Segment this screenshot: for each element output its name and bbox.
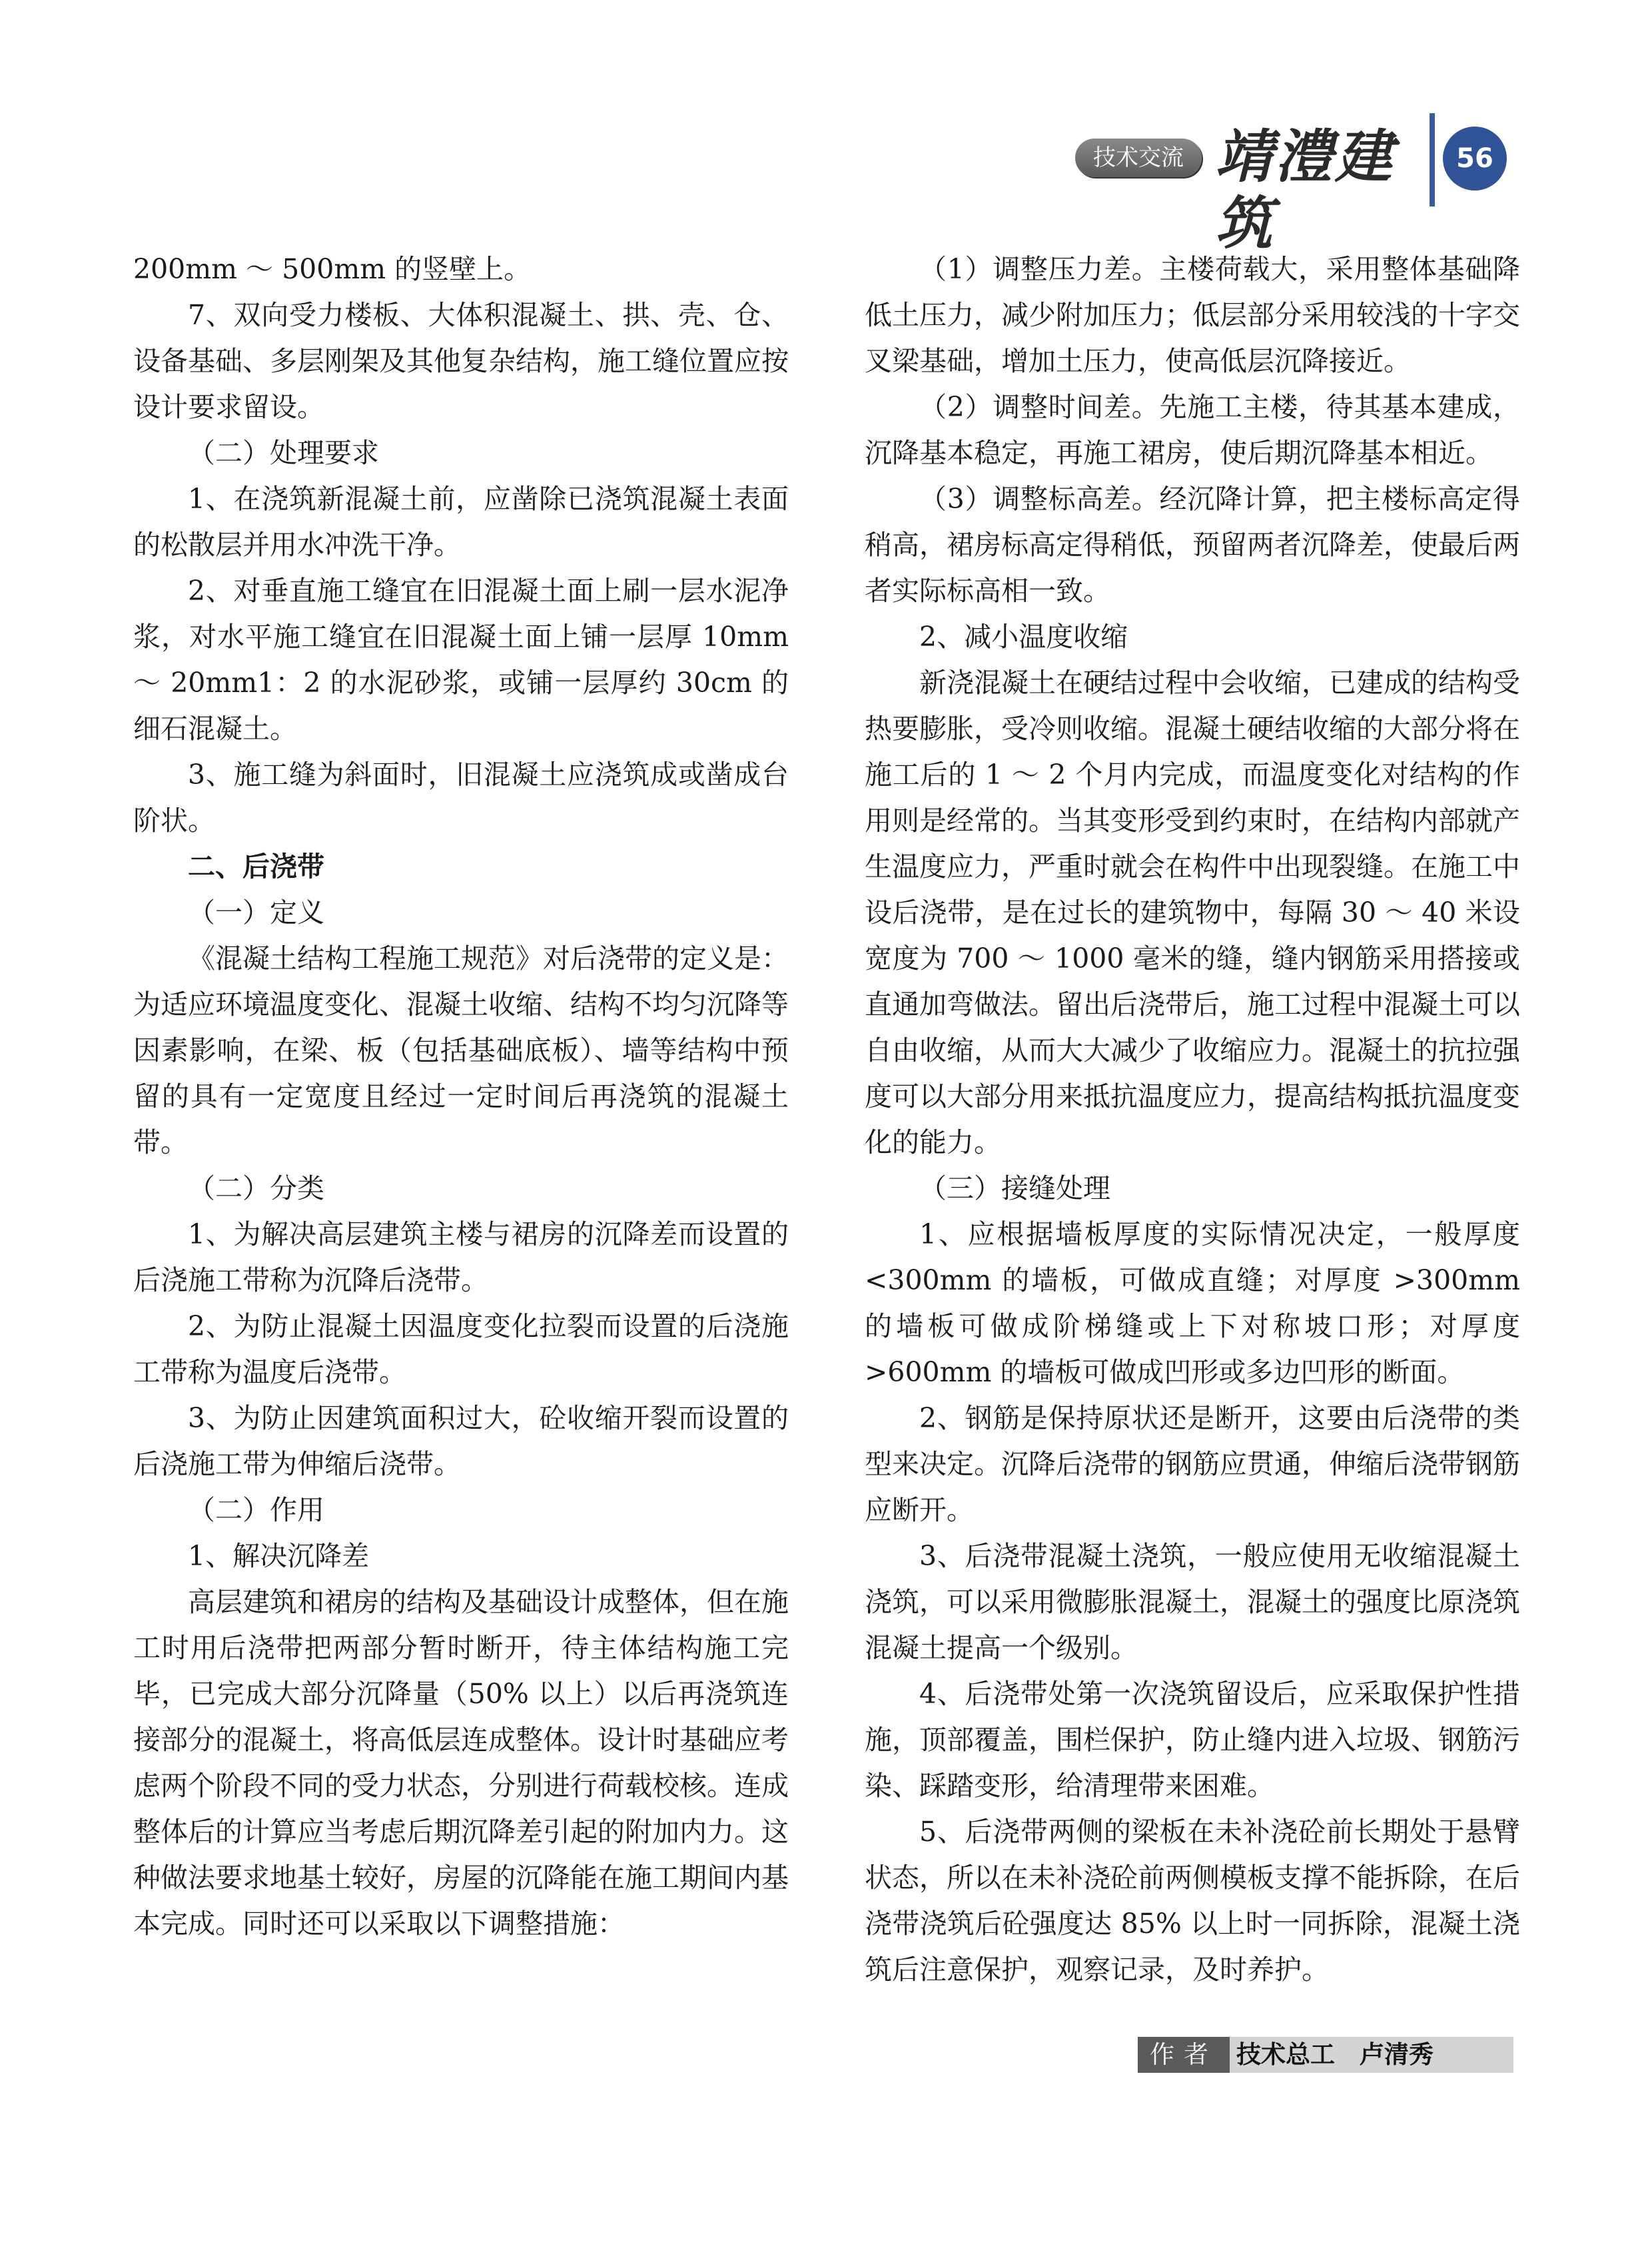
paragraph: 3、后浇带混凝土浇筑，一般应使用无收缩混凝土浇筑，可以采用微膨胀混凝土，混凝土的强度比原浇筑混凝土提高一个级别。 [865, 1540, 1520, 1664]
paragraph: 1、在浇筑新混凝土前，应凿除已浇筑混凝土表面的松散层并用水冲洗干净。 [133, 483, 789, 561]
page-header [1075, 123, 1493, 257]
author-bar [1138, 2037, 1513, 2073]
author-name: 技术总工 卢清秀 [1236, 2040, 1434, 2069]
paragraph: （三）接缝处理 [919, 1172, 1110, 1204]
paragraph: 7、双向受力楼板、大体积混凝土、拱、壳、仓、设备基础、多层刚架及其他复杂结构，施工缝位置应按设计要求留设。 [133, 299, 789, 423]
paragraph: 2、钢筋是保持原状还是断开，这要由后浇带的类型来决定。沉降后浇带的钢筋应贯通，伸缩后浇带钢筋应断开。 [865, 1402, 1520, 1526]
right-column [865, 246, 1520, 1993]
header-divider [1430, 113, 1435, 206]
paragraph: （一）定义 [188, 897, 324, 929]
paragraph: 1、解决沉降差 [188, 1540, 370, 1572]
paragraph: 3、为防止因建筑面积过大，砼收缩开裂而设置的后浇施工带为伸缩后浇带。 [133, 1402, 789, 1480]
paragraph: 1、为解决高层建筑主楼与裙房的沉降差而设置的后浇施工带称为沉降后浇带。 [133, 1218, 789, 1296]
paragraph: （3）调整标高差。经沉降计算，把主楼标高定得稍高，裙房标高定得稍低，预留两者沉降差，使最后两者实际标高相一致。 [865, 483, 1520, 607]
paragraph: 1、应根据墙板厚度的实际情况决定，一般厚度 <300mm 的墙板，可做成直缝；对厚度 >300mm 的墙板可做成阶梯缝或上下对称坡口形；对厚度 >600mm 的墙板可做成凹形或多边凹形的断面。 [865, 1218, 1520, 1388]
page-number: 56 [1443, 127, 1507, 190]
section-heading: 二、后浇带 [188, 851, 324, 883]
left-column [133, 246, 789, 1947]
paragraph: （二）处理要求 [188, 437, 379, 469]
paragraph: 新浇混凝土在硬结过程中会收缩，已建成的结构受热要膨胀，受冷则收缩。混凝土硬结收缩的大部分将在施工后的 1 ～ 2 个月内完成，而温度变化对结构的作用则是经常的。当其变形受到约束时，在结构内部就产生温度应力，严重时就会在构件中出现裂缝。在施工中设后浇带，是在过长的建筑物中，每隔 30 ～ 40 米设宽度为 700 ～ 1000 毫米的缝，缝内钢筋采用搭接或直通加弯做法。留出后浇带后，施工过程中混凝土可以自由收缩，从而大大减少了收缩应力。混凝土的抗拉强度可以大部分用来抵抗温度应力，提高结构抵抗温度变化的能力。 [865, 667, 1520, 1158]
paragraph: （二）作用 [188, 1494, 324, 1526]
paragraph: 2、为防止混凝土因温度变化拉裂而设置的后浇施工带称为温度后浇带。 [133, 1310, 789, 1388]
paragraph: 3、施工缝为斜面时，旧混凝土应浇筑成或凿成台阶状。 [133, 759, 789, 837]
paragraph: （1）调整压力差。主楼荷载大，采用整体基础降低土压力，减少附加压力；低层部分采用较浅的十字交叉梁基础，增加土压力，使高低层沉降接近。 [865, 253, 1520, 377]
author-label: 作者 [1138, 2037, 1230, 2073]
paragraph: 4、后浇带处第一次浇筑留设后，应采取保护性措施，顶部覆盖，围栏保护，防止缝内进入垃圾、钢筋污染、踩踏变形，给清理带来困难。 [865, 1678, 1520, 1802]
paragraph: 200mm ～ 500mm 的竖壁上。 [133, 253, 532, 285]
paragraph: 2、对垂直施工缝宜在旧混凝土面上刷一层水泥净浆，对水平施工缝宜在旧混凝土面上铺一层厚 10mm ～ 20mm1：2 的水泥砂浆，或铺一层厚约 30cm 的细石混凝土。 [133, 575, 789, 745]
paragraph: 《混凝土结构工程施工规范》对后浇带的定义是：为适应环境温度变化、混凝土收缩、结构不均匀沉降等因素影响，在梁、板（包括基础底板）、墙等结构中预留的具有一定宽度且经过一定时间后再浇筑的混凝土带。 [133, 942, 789, 1158]
paragraph: （二）分类 [188, 1172, 324, 1204]
magazine-logo: 靖澧建筑 [1215, 123, 1395, 257]
paragraph: （2）调整时间差。先施工主楼，待其基本建成，沉降基本稳定，再施工裙房，使后期沉降基本相近。 [865, 391, 1520, 469]
paragraph: 5、后浇带两侧的梁板在未补浇砼前长期处于悬臂状态，所以在未补浇砼前两侧模板支撑不能拆除，在后浇带浇筑后砼强度达 85% 以上时一同拆除，混凝土浇筑后注意保护，观察记录，及时养护。 [865, 1816, 1520, 1986]
paragraph: 2、减小温度收缩 [919, 621, 1128, 653]
paragraph: 高层建筑和裙房的结构及基础设计成整体，但在施工时用后浇带把两部分暂时断开，待主体结构施工完毕，已完成大部分沉降量（50% 以上）以后再浇筑连接部分的混凝土，将高低层连成整体。设计时基础应考虑两个阶段不同的受力状态，分别进行荷载校核。连成整体后的计算应当考虑后期沉降差引起的附加内力。这种做法要求地基土较好，房屋的沉降能在施工期间内基本完成。同时还可以采取以下调整措施： [133, 1586, 789, 1940]
section-tag: 技术交流 [1075, 139, 1202, 177]
